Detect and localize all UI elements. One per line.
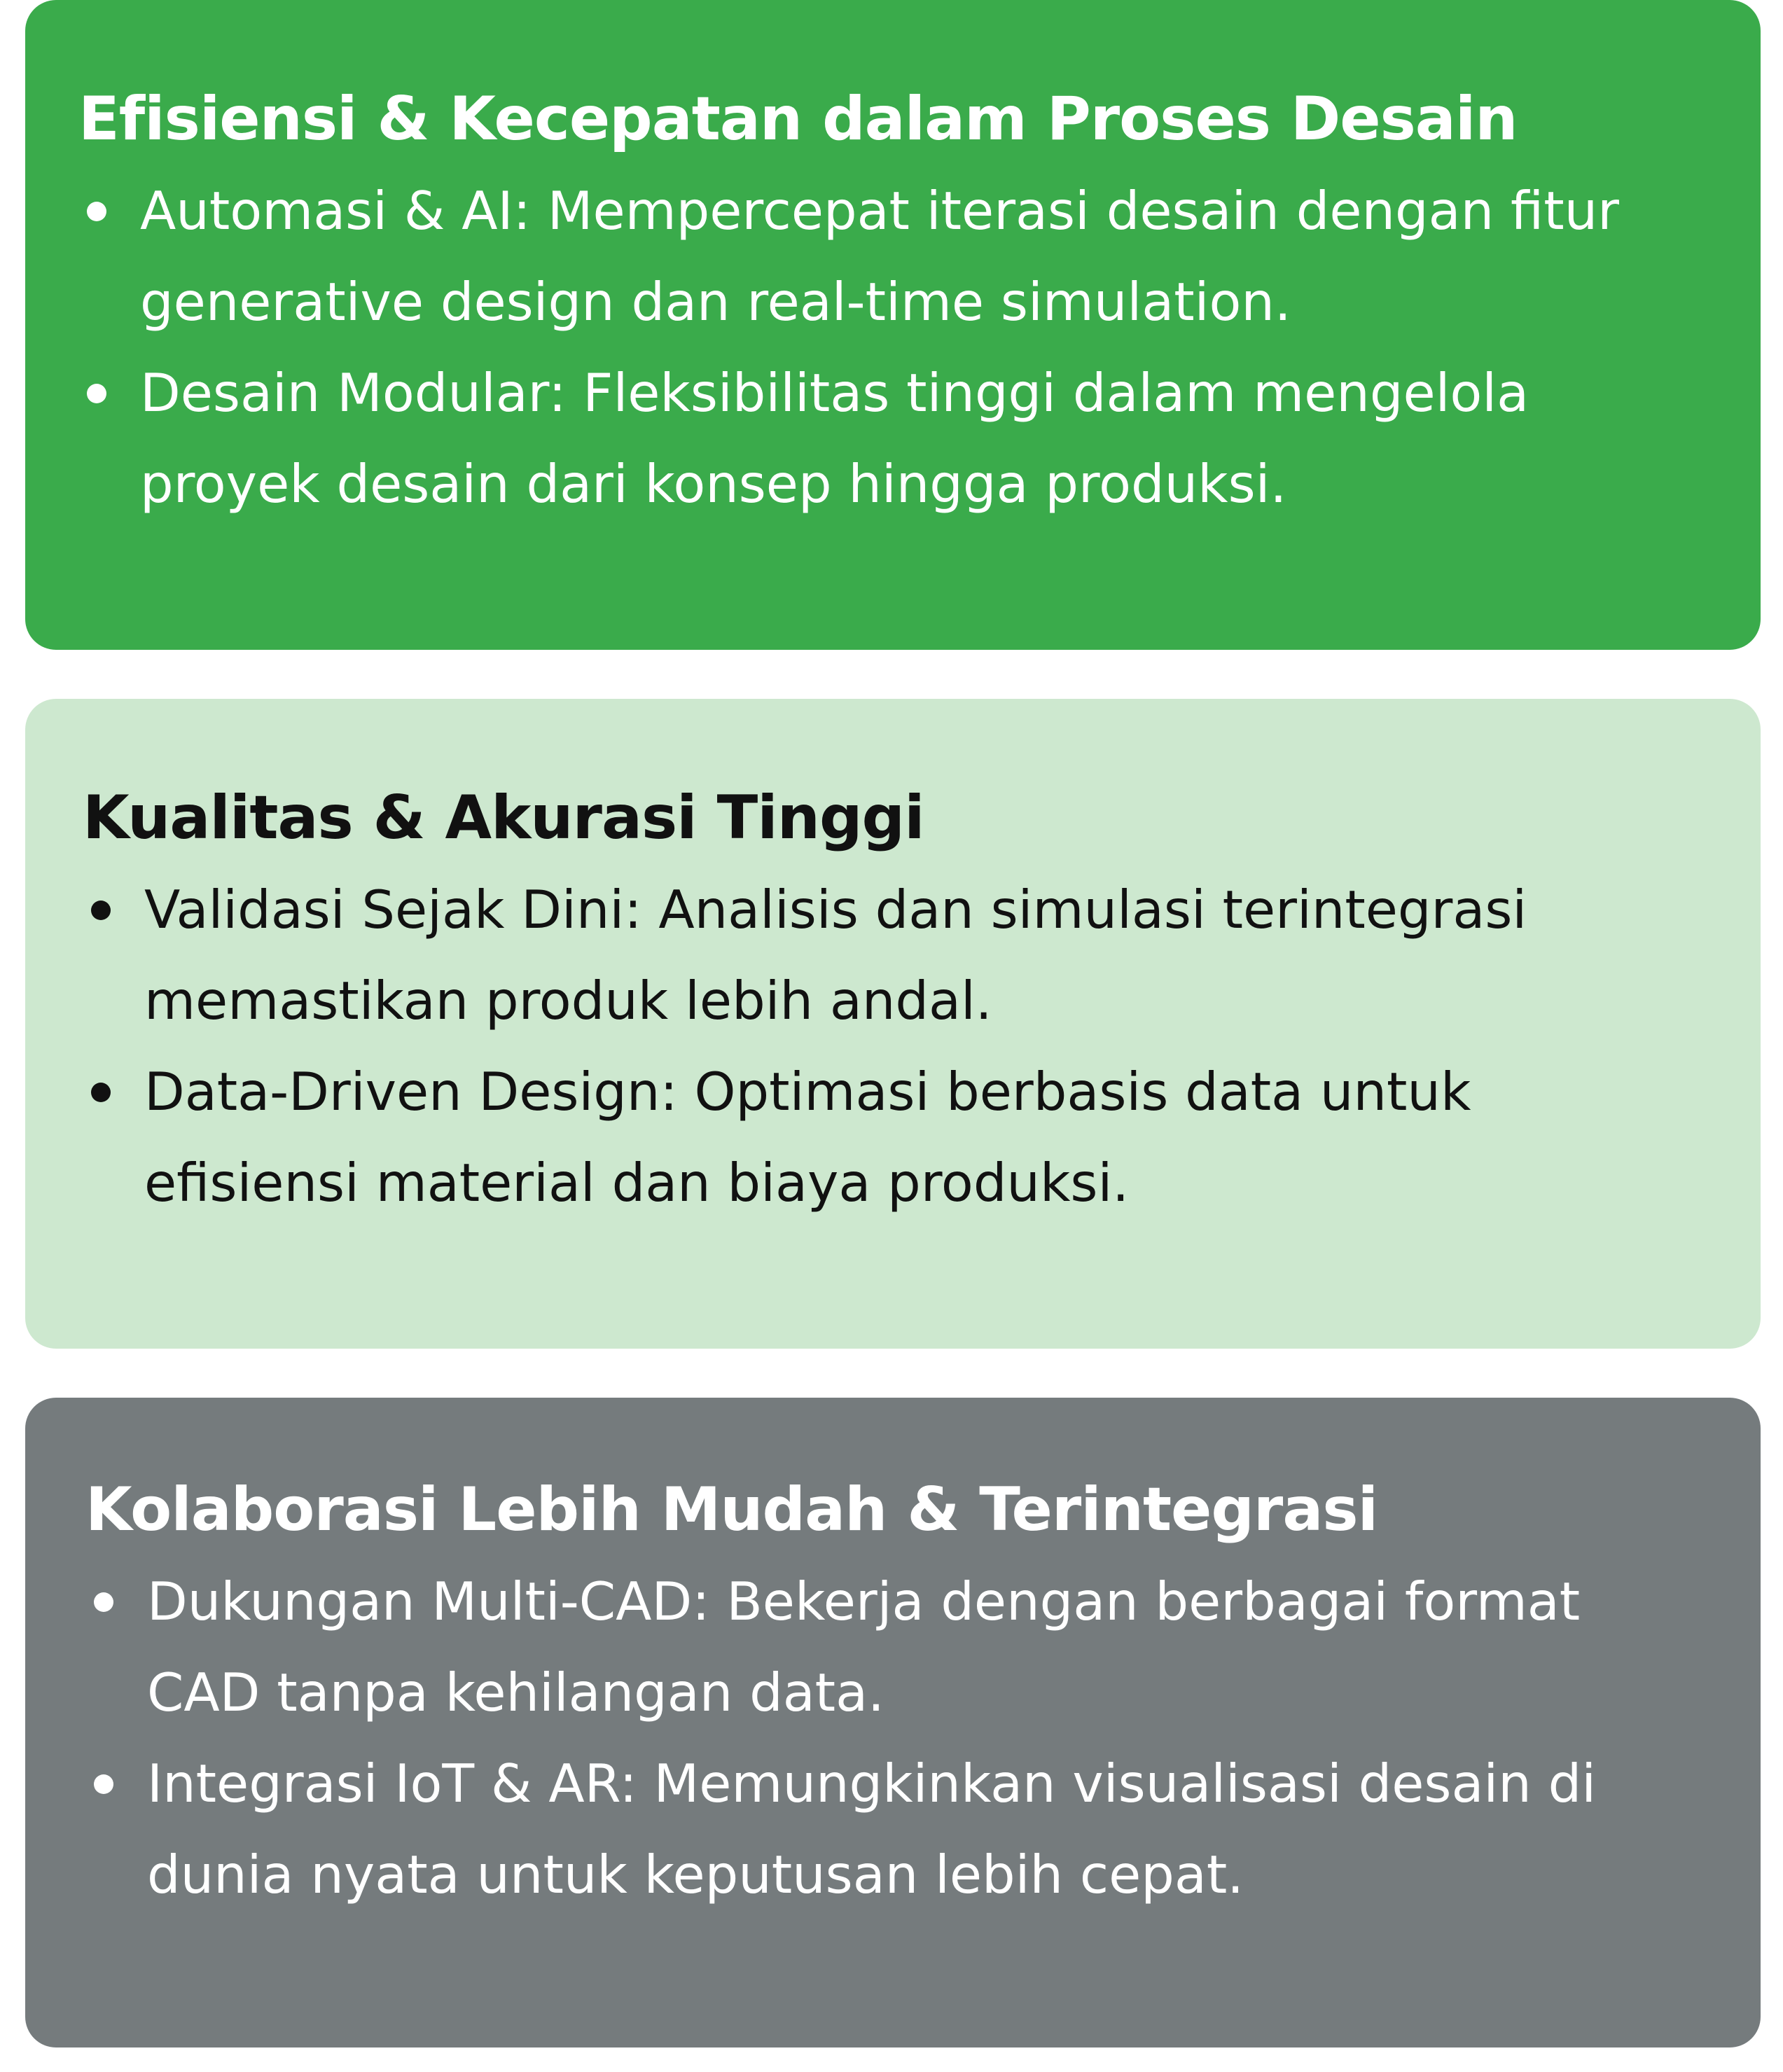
bullet-item <box>78 347 1689 529</box>
bullet-dot-icon <box>91 901 111 920</box>
bullet-text: Dukungan Multi-CAD: Bekerja dengan berbagai format CAD tanpa kehilangan data. <box>147 1571 1581 1723</box>
bullet-text: Validasi Sejak Dini: Analisis dan simulasi terintegrasi memastikan produk lebih andal. <box>144 879 1527 1031</box>
bullet-item <box>85 1556 1696 1738</box>
bullet-dot-icon <box>94 1774 113 1794</box>
bullet-item <box>78 165 1689 347</box>
card-efisiensi <box>25 0 1761 650</box>
bullet-item <box>83 1046 1693 1228</box>
bullet-dot-icon <box>87 384 106 403</box>
bullet-list <box>83 864 1693 1228</box>
bullet-text: Automasi & AI: Mempercepat iterasi desain dengan fitur generative design dan real-time simulation. <box>140 180 1619 333</box>
bullet-dot-icon <box>87 202 106 221</box>
bullet-item <box>85 1738 1696 1920</box>
card-title: Kolaborasi Lebih Mudah & Terintegrasi <box>85 1475 1378 1545</box>
card-title: Kualitas & Akurasi Tinggi <box>83 783 924 853</box>
bullet-dot-icon <box>94 1592 113 1612</box>
bullet-item <box>83 864 1693 1046</box>
bullet-list <box>78 165 1689 529</box>
bullet-text: Desain Modular: Fleksibilitas tinggi dalam mengelola proyek desain dari konsep hingga produksi. <box>140 362 1529 515</box>
bullet-text: Data-Driven Design: Optimasi berbasis data untuk efisiensi material dan biaya produksi. <box>144 1061 1471 1214</box>
bullet-text: Integrasi IoT & AR: Memungkinkan visualisasi desain di dunia nyata untuk keputusan lebih cepat. <box>147 1753 1597 1905</box>
card-kualitas <box>25 699 1761 1349</box>
card-title: Efisiensi & Kecepatan dalam Proses Desain <box>78 84 1518 154</box>
bullet-list <box>85 1556 1696 1920</box>
card-kolaborasi <box>25 1398 1761 2047</box>
bullet-dot-icon <box>91 1083 111 1102</box>
